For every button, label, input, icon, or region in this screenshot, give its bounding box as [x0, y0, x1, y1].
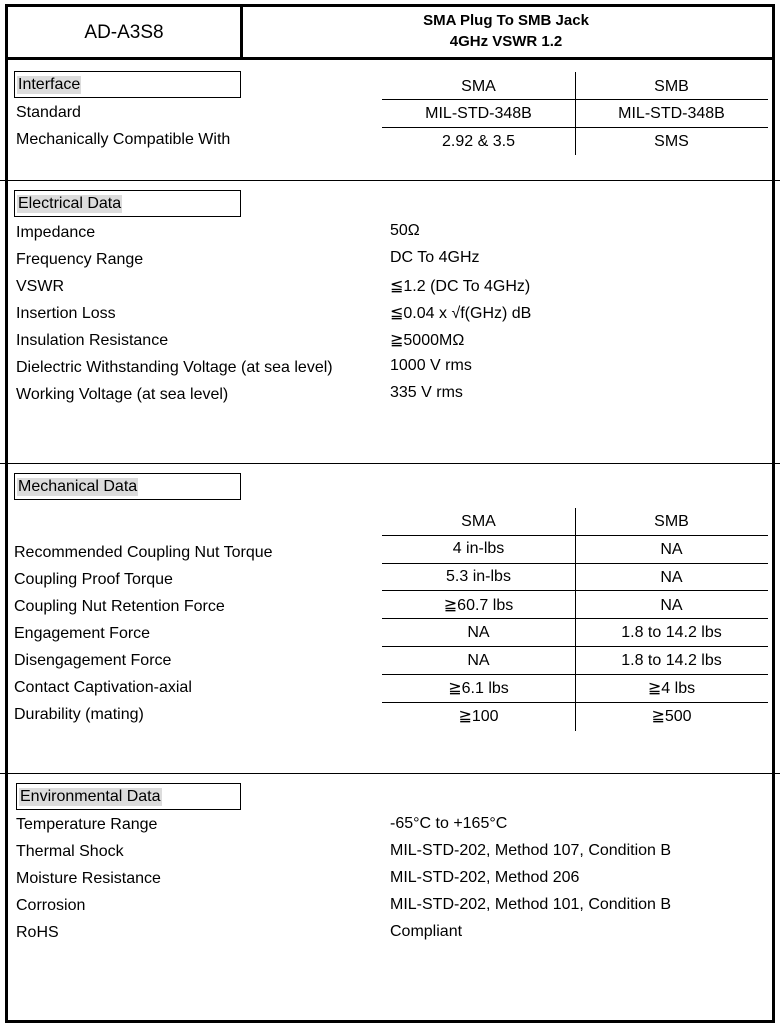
mechanical-coupling-nut-torque-sma: 4 in-lbs	[452, 540, 505, 557]
mechanical-label-proof-torque: Coupling Proof Torque	[14, 571, 173, 588]
mechanical-line-4	[382, 646, 768, 647]
electrical-label-insulation: Insulation Resistance	[16, 332, 169, 349]
electrical-label-working-voltage: Working Voltage (at sea level)	[16, 386, 229, 403]
environmental-value-rohs: Compliant	[390, 923, 463, 940]
environmental-label-rohs: RoHS	[16, 924, 59, 941]
mechanical-label-captivation: Contact Captivation-axial	[14, 679, 192, 696]
title-line-1: SMA Plug To SMB Jack	[423, 12, 589, 29]
mechanical-disengagement-force-sma: NA	[467, 652, 490, 669]
interface-heading-box	[14, 71, 241, 98]
mechanical-retention-force-sma: ≧60.7 lbs	[443, 597, 514, 614]
mechanical-line-2	[382, 590, 768, 591]
mechanical-captivation-smb: ≧4 lbs	[647, 680, 696, 697]
interface-compatible-sma: 2.92 & 3.5	[442, 133, 515, 150]
mechanical-line-6	[382, 702, 768, 703]
section-separator-1	[0, 180, 780, 181]
mechanical-coupling-nut-torque-smb: NA	[660, 541, 683, 558]
mechanical-captivation-sma: ≧6.1 lbs	[448, 680, 509, 697]
electrical-value-dwv: 1000 V rms	[390, 357, 472, 374]
mechanical-retention-force-smb: NA	[660, 597, 683, 614]
title-line-2: 4GHz VSWR 1.2	[449, 33, 563, 50]
interface-standard-smb: MIL-STD-348B	[618, 105, 725, 122]
environmental-label-corrosion: Corrosion	[16, 897, 86, 914]
interface-standard-sma: MIL-STD-348B	[425, 105, 532, 122]
electrical-label-insertion-loss: Insertion Loss	[16, 305, 116, 322]
interface-label-standard: Standard	[16, 104, 81, 121]
electrical-heading: Electrical Data	[18, 195, 122, 212]
part-number: AD-A3S8	[84, 22, 164, 43]
electrical-label-frequency: Frequency Range	[16, 251, 144, 268]
electrical-label-vswr: VSWR	[16, 278, 64, 295]
interface-compatible-smb: SMS	[654, 133, 689, 150]
mechanical-proof-torque-sma: 5.3 in-lbs	[446, 568, 511, 585]
mechanical-col-smb: SMB	[654, 513, 689, 530]
electrical-value-frequency: DC To 4GHz	[390, 249, 480, 266]
electrical-value-working-voltage: 335 V rms	[390, 384, 463, 401]
environmental-value-temperature: -65°C to +165°C	[390, 815, 508, 832]
mechanical-line-3	[382, 618, 768, 619]
section-separator-3	[0, 773, 780, 774]
interface-col-sma: SMA	[461, 78, 496, 95]
mechanical-durability-sma: ≧100	[458, 708, 499, 725]
mechanical-line-5	[382, 674, 768, 675]
electrical-value-insulation: ≧5000MΩ	[390, 332, 465, 349]
header-bottom-line	[5, 57, 775, 60]
mechanical-heading-box	[14, 473, 241, 500]
environmental-heading: Environmental Data	[20, 788, 161, 805]
electrical-value-insertion-loss: ≦0.04 x √f(GHz) dB	[390, 305, 532, 322]
electrical-value-vswr: ≦1.2 (DC To 4GHz)	[390, 278, 531, 295]
environmental-heading-box	[16, 783, 241, 810]
environmental-label-temperature: Temperature Range	[16, 816, 158, 833]
electrical-value-impedance: 50Ω	[390, 222, 420, 239]
environmental-value-corrosion: MIL-STD-202, Method 101, Condition B	[390, 896, 672, 913]
electrical-label-impedance: Impedance	[16, 224, 96, 241]
mechanical-disengagement-force-smb: 1.8 to 14.2 lbs	[621, 652, 722, 669]
mechanical-label-durability: Durability (mating)	[14, 706, 144, 723]
mechanical-label-retention-force: Coupling Nut Retention Force	[14, 598, 225, 615]
mechanical-label-disengagement-force: Disengagement Force	[14, 652, 172, 669]
mechanical-durability-smb: ≧500	[651, 708, 692, 725]
mechanical-line-0	[382, 535, 768, 536]
mechanical-col-sma: SMA	[461, 513, 496, 530]
interface-label-compatible: Mechanically Compatible With	[16, 131, 231, 148]
environmental-label-thermal-shock: Thermal Shock	[16, 843, 124, 860]
mechanical-heading: Mechanical Data	[18, 478, 138, 495]
mechanical-label-coupling-nut-torque: Recommended Coupling Nut Torque	[14, 544, 273, 561]
environmental-label-moisture: Moisture Resistance	[16, 870, 161, 887]
interface-heading: Interface	[18, 76, 81, 93]
section-separator-2	[0, 463, 780, 464]
interface-col-smb: SMB	[654, 78, 689, 95]
electrical-label-dwv: Dielectric Withstanding Voltage (at sea level)	[16, 359, 333, 376]
mechanical-line-1	[382, 563, 768, 564]
mechanical-label-engagement-force: Engagement Force	[14, 625, 151, 642]
environmental-value-thermal-shock: MIL-STD-202, Method 107, Condition B	[390, 842, 672, 859]
mechanical-engagement-force-smb: 1.8 to 14.2 lbs	[621, 624, 722, 641]
electrical-heading-box	[14, 190, 241, 217]
mechanical-proof-torque-smb: NA	[660, 569, 683, 586]
environmental-value-moisture: MIL-STD-202, Method 206	[390, 869, 580, 886]
mechanical-engagement-force-sma: NA	[467, 624, 490, 641]
